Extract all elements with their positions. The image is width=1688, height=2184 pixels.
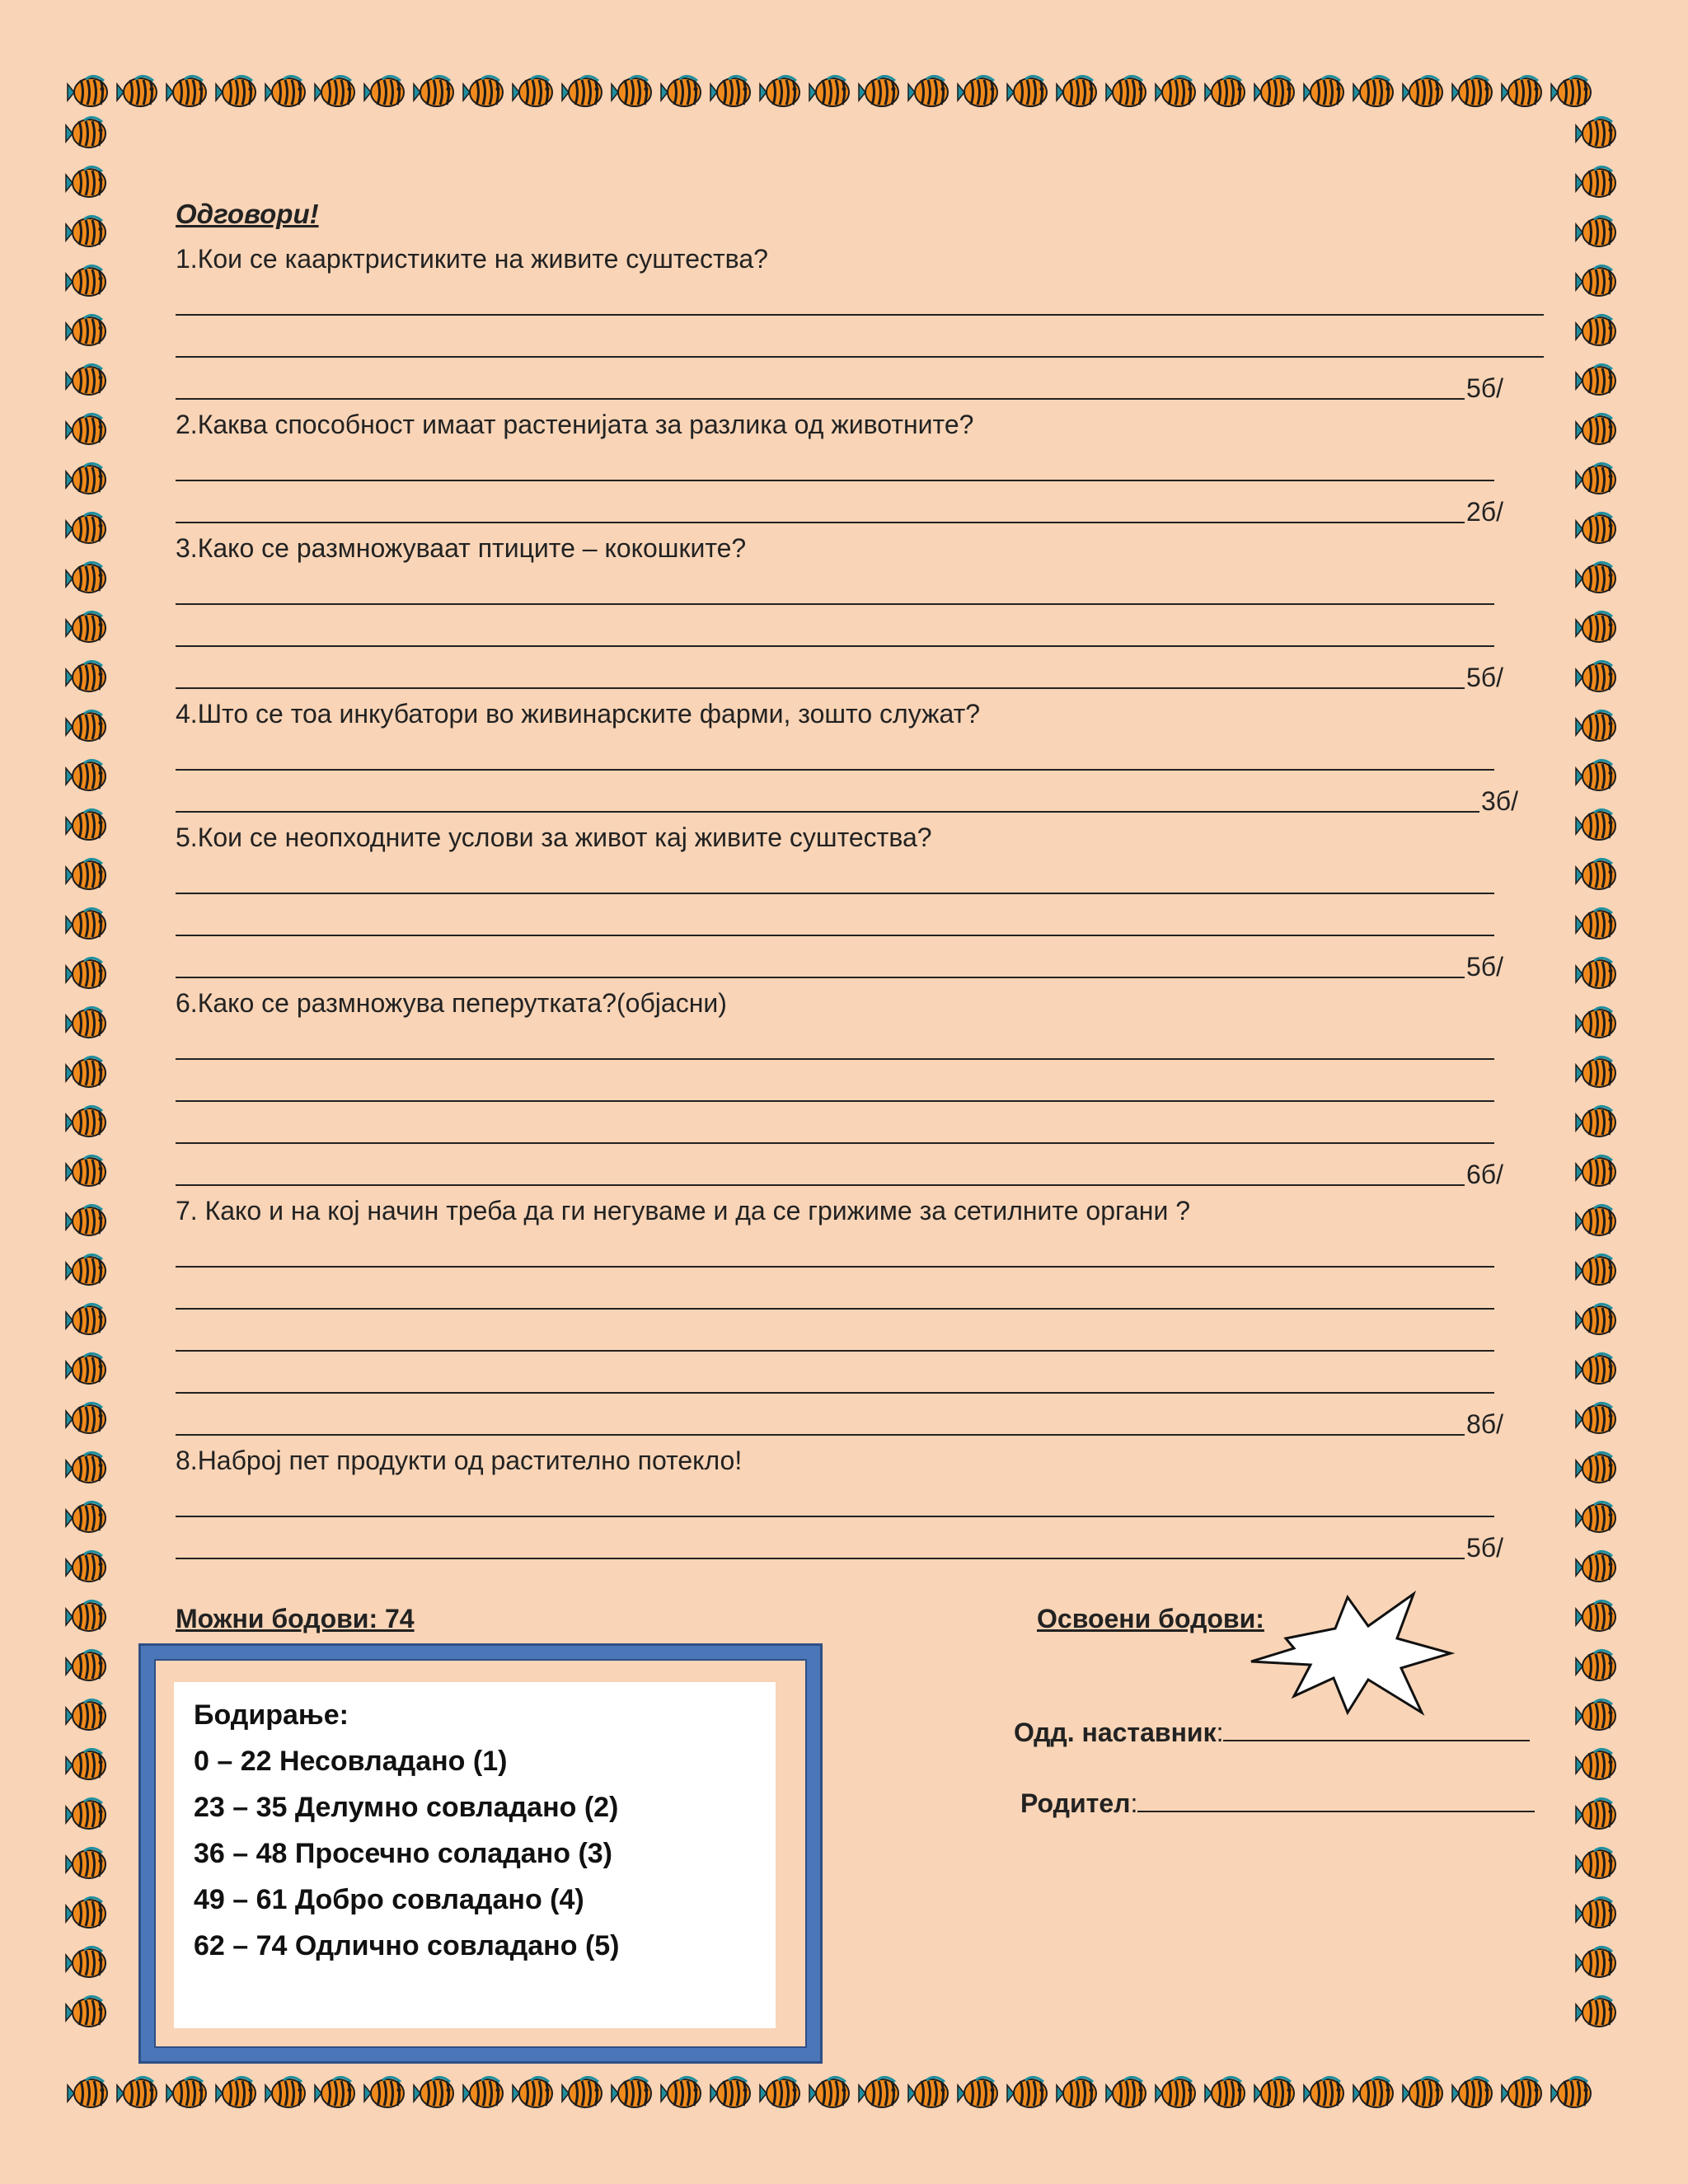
angelfish-icon [463,76,503,106]
angelfish-icon [66,1502,106,1532]
angelfish-icon [414,76,453,106]
fish-border-left [64,115,112,2070]
angelfish-icon [66,1848,106,1878]
angelfish-icon [562,76,602,106]
answer-line[interactable] [176,1480,1544,1522]
scoring-table [174,1682,776,2028]
angelfish-icon [1502,2077,1541,2107]
angelfish-icon [1576,1601,1615,1631]
angelfish-icon [1576,315,1615,345]
angelfish-icon [1156,76,1195,106]
angelfish-icon [66,612,106,642]
angelfish-icon [958,2077,997,2107]
angelfish-icon [513,76,552,106]
answer-line[interactable] [176,1023,1544,1065]
angelfish-icon [1106,76,1146,106]
angelfish-icon [1576,1007,1615,1038]
scoring-range: 0 – 22 Несовладано (1) [194,1746,508,1777]
fish-border-bottom [66,2072,1624,2115]
angelfish-icon [1576,612,1615,642]
angelfish-icon [1576,1106,1615,1137]
angelfish-icon [66,1106,106,1137]
angelfish-icon [1057,76,1096,106]
angelfish-icon [66,1947,106,1977]
angelfish-icon [710,76,750,106]
angelfish-icon [1007,2077,1047,2107]
angelfish-icon [66,958,106,988]
angelfish-icon [1502,76,1541,106]
angelfish-icon [1576,513,1615,543]
angelfish-icon [1254,2077,1294,2107]
answer-line[interactable] [176,1107,1544,1149]
angelfish-icon [364,2077,404,2107]
angelfish-icon [68,76,107,106]
angelfish-icon [1403,2077,1442,2107]
answer-line[interactable] [176,733,1544,776]
angelfish-icon [265,2077,305,2107]
angelfish-icon [710,2077,750,2107]
angelfish-icon [809,2077,849,2107]
angelfish-icon [66,562,106,593]
angelfish-icon [1057,2077,1096,2107]
earned-points-label: Освоени бодови: [1037,1604,1264,1633]
angelfish-icon [66,1749,106,1779]
angelfish-icon [859,2077,898,2107]
answer-line[interactable] [176,363,1544,405]
angelfish-icon [760,76,799,106]
question-text: 7. Како и на кој начин треба да ги негуваме и да се грижиме за сетилните органи ? [176,1196,1190,1226]
angelfish-icon [66,1551,106,1582]
angelfish-icon [265,76,305,106]
angelfish-icon [166,2077,206,2107]
angelfish-icon [1576,1996,1615,2027]
angelfish-icon [562,2077,602,2107]
answer-line[interactable] [176,610,1544,652]
answer-line[interactable] [176,279,1544,321]
angelfish-icon [66,1205,106,1235]
angelfish-icon [1576,958,1615,988]
answer-line[interactable] [176,857,1544,899]
angelfish-icon [1254,76,1294,106]
answer-line[interactable] [176,941,1544,983]
angelfish-icon [1576,1897,1615,1928]
angelfish-icon [66,859,106,889]
angelfish-icon [66,1403,106,1433]
answer-line[interactable] [176,1399,1544,1441]
angelfish-icon [1304,76,1343,106]
angelfish-icon [1205,76,1245,106]
angelfish-icon [1576,265,1615,296]
angelfish-icon [1576,562,1615,593]
answer-line[interactable] [176,444,1544,486]
angelfish-icon [1576,908,1615,939]
question-block [176,694,1544,818]
question-text: 5.Кои се неопходните услови за живот кај живите суштества? [176,823,932,852]
angelfish-icon [1576,414,1615,444]
angelfish-icon [661,76,701,106]
angelfish-icon [216,76,256,106]
angelfish-icon [463,2077,503,2107]
angelfish-icon [1551,76,1591,106]
question-text: 6.Како се размножува пеперутката?(објасни) [176,988,727,1018]
angelfish-icon [66,513,106,543]
angelfish-icon [66,463,106,494]
angelfish-icon [1576,1403,1615,1433]
angelfish-icon [414,2077,453,2107]
angelfish-icon [908,2077,948,2107]
possible-points: Можни бодови: 74 [176,1604,415,1633]
angelfish-icon [1576,1353,1615,1384]
question-points: 5б/ [1466,1533,1504,1563]
question-block [176,405,1544,528]
answer-line[interactable] [176,486,1544,528]
angelfish-icon [1576,661,1615,691]
angelfish-icon [66,265,106,296]
angelfish-icon [1576,364,1615,395]
question-text: 4.Што се тоа инкубатори во живинарските фарми, зошто служат? [176,699,981,729]
angelfish-icon [1576,809,1615,840]
question-text: 1.Кои се каарктристиките на живите суштества? [176,244,768,274]
angelfish-icon [1576,1749,1615,1779]
angelfish-icon [1304,2077,1343,2107]
angelfish-icon [1551,2077,1591,2107]
angelfish-icon [1576,1155,1615,1186]
teacher-signature-line[interactable] [1223,1720,1530,1741]
angelfish-icon [66,1304,106,1334]
angelfish-icon [1576,1057,1615,1087]
question-points: 5б/ [1466,952,1504,982]
angelfish-icon [1576,1502,1615,1532]
question-block [176,983,1544,1191]
angelfish-icon [66,908,106,939]
answer-line[interactable] [176,1230,1544,1272]
angelfish-icon [66,1353,106,1384]
angelfish-icon [364,76,404,106]
answer-line[interactable] [176,1149,1544,1191]
angelfish-icon [66,1254,106,1285]
angelfish-icon [66,315,106,345]
question-points: 2б/ [1466,497,1504,527]
fish-border-top [66,71,1624,114]
scoring-title: Бодирање: [194,1699,349,1731]
angelfish-icon [66,166,106,197]
answer-line[interactable] [176,1272,1544,1315]
angelfish-icon [1205,2077,1245,2107]
angelfish-icon [66,760,106,790]
question-block [176,1441,1544,1564]
angelfish-icon [1452,76,1492,106]
angelfish-icon [66,1650,106,1680]
angelfish-icon [1576,216,1615,246]
angelfish-icon [760,2077,799,2107]
angelfish-icon [117,76,157,106]
answer-line[interactable] [176,568,1544,610]
teacher-signature: Одд. наставник: [1014,1718,1530,1748]
answer-line[interactable] [176,1357,1544,1399]
angelfish-icon [66,1798,106,1829]
angelfish-icon [66,216,106,246]
angelfish-icon [1007,76,1047,106]
angelfish-icon [66,809,106,840]
angelfish-icon [1576,859,1615,889]
angelfish-icon [859,76,898,106]
angelfish-icon [66,117,106,148]
angelfish-icon [166,76,206,106]
question-list [176,239,1544,1564]
angelfish-icon [315,76,354,106]
angelfish-icon [1576,1205,1615,1235]
angelfish-icon [66,1699,106,1730]
angelfish-icon [1576,760,1615,790]
angelfish-icon [315,2077,354,2107]
answer-line[interactable] [176,1522,1544,1564]
scoring-range: 62 – 74 Одлично совладано (5) [194,1930,620,1961]
parent-label: Родител [1020,1788,1131,1818]
question-points: 5б/ [1466,373,1504,403]
angelfish-icon [1576,1650,1615,1680]
scoring-range: 23 – 35 Делумно совладано (2) [194,1792,619,1823]
angelfish-icon [66,1007,106,1038]
angelfish-icon [1106,2077,1146,2107]
angelfish-icon [1576,1699,1615,1730]
question-points: 6б/ [1466,1160,1504,1189]
angelfish-icon [1403,76,1442,106]
angelfish-icon [1576,1798,1615,1829]
angelfish-icon [66,414,106,444]
angelfish-icon [66,1897,106,1928]
angelfish-icon [612,76,651,106]
angelfish-icon [1576,1304,1615,1334]
angelfish-icon [513,2077,552,2107]
angelfish-icon [1576,463,1615,494]
parent-signature: Родител: [1020,1788,1535,1819]
angelfish-icon [1576,117,1615,148]
scoring-range: 49 – 61 Добро совладано (4) [194,1884,584,1915]
angelfish-icon [908,76,948,106]
angelfish-icon [66,1996,106,2027]
question-block [176,528,1544,694]
angelfish-icon [1576,1452,1615,1483]
answer-line[interactable] [176,1315,1544,1357]
answer-line[interactable] [176,776,1544,818]
angelfish-icon [66,1155,106,1186]
question-points: 3б/ [1481,786,1519,816]
question-block [176,239,1544,405]
angelfish-icon [216,2077,256,2107]
fish-border-right [1574,115,1622,2070]
question-block [176,818,1544,983]
angelfish-icon [1576,710,1615,741]
angelfish-icon [1452,2077,1492,2107]
angelfish-icon [1353,76,1393,106]
angelfish-icon [1576,166,1615,197]
angelfish-icon [1576,1254,1615,1285]
question-text: 8.Наброј пет продукти од растително потекло! [176,1446,743,1475]
angelfish-icon [68,2077,107,2107]
question-block [176,1191,1544,1441]
angelfish-icon [1353,2077,1393,2107]
teacher-label: Одд. наставник [1014,1718,1217,1747]
answer-line[interactable] [176,899,1544,941]
angelfish-icon [1156,2077,1195,2107]
angelfish-icon [661,2077,701,2107]
answer-line[interactable] [176,1065,1544,1107]
angelfish-icon [66,1057,106,1087]
question-text: 3.Како се размножуваат птиците – кокошките? [176,533,747,563]
answer-line[interactable] [176,321,1544,363]
angelfish-icon [66,661,106,691]
angelfish-icon [612,2077,651,2107]
angelfish-icon [809,76,849,106]
angelfish-icon [66,1452,106,1483]
scoring-box [138,1643,823,2064]
angelfish-icon [1576,1551,1615,1582]
question-points: 5б/ [1466,663,1504,692]
parent-signature-line[interactable] [1137,1791,1535,1812]
angelfish-icon [66,1601,106,1631]
worksheet-heading: Одговори! [176,199,319,229]
worksheet-content [176,196,1544,1564]
angelfish-icon [66,710,106,741]
question-text: 2.Каква способност имаат растенијата за разлика од животните? [176,410,974,439]
answer-line[interactable] [176,652,1544,694]
angelfish-icon [66,364,106,395]
angelfish-icon [958,76,997,106]
angelfish-icon [1576,1848,1615,1878]
question-points: 8б/ [1466,1409,1504,1439]
angelfish-icon [1576,1947,1615,1977]
scoring-range: 36 – 48 Просечно соладано (3) [194,1838,613,1869]
starburst-icon [1245,1589,1459,1721]
angelfish-icon [117,2077,157,2107]
